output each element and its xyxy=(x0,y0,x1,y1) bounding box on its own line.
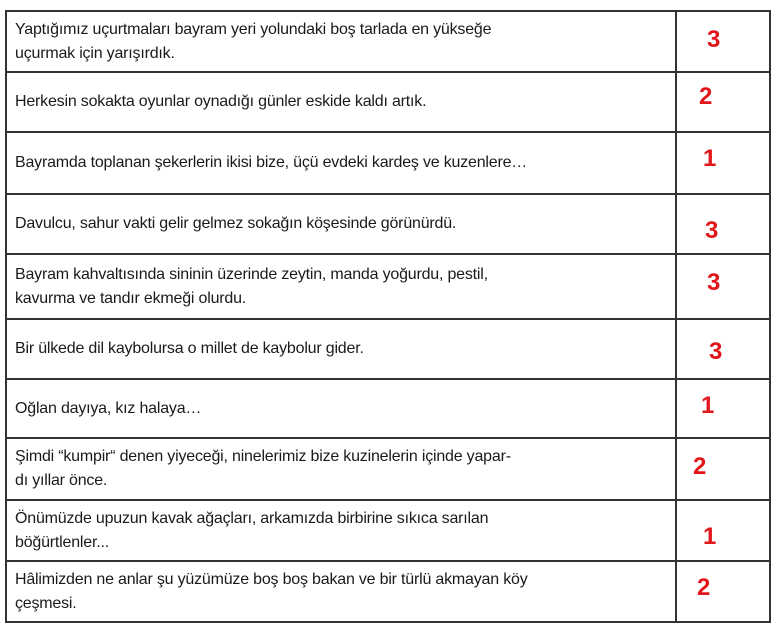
answer-cell xyxy=(676,132,770,194)
sentence-cell xyxy=(6,254,676,319)
sentence-line: Önümüzde upuzun kavak ağaçları, arkamızda birbirine sıkıca sarılan xyxy=(15,509,489,527)
sentence-cell xyxy=(6,379,676,438)
sentence-line: böğürtlenler... xyxy=(15,533,109,551)
answer-number: 2 xyxy=(693,453,707,480)
table-row xyxy=(6,319,770,379)
sentence-line: uçurmak için yarışırdık. xyxy=(15,44,175,62)
sentence-line: kavurma ve tandır ekmeği olurdu. xyxy=(15,289,247,307)
sentence-line: çeşmesi. xyxy=(15,594,77,612)
answer-number: 3 xyxy=(707,269,721,296)
answer-cell xyxy=(676,500,770,561)
sentence-cell xyxy=(6,561,676,622)
answer-cell xyxy=(676,561,770,622)
answer-cell xyxy=(676,438,770,500)
answer-cell xyxy=(676,11,770,72)
table-row xyxy=(6,194,770,254)
sentence-answer-table xyxy=(5,10,771,623)
answer-number: 3 xyxy=(705,217,719,244)
table-row xyxy=(6,11,770,72)
sentence-cell xyxy=(6,132,676,194)
answer-cell xyxy=(676,72,770,132)
answer-number: 2 xyxy=(699,83,713,110)
table-row xyxy=(6,379,770,438)
table-row xyxy=(6,254,770,319)
sentence-cell xyxy=(6,11,676,72)
sentence-line: Davulcu, sahur vakti gelir gelmez sokağın köşesinde görünürdü. xyxy=(15,215,457,232)
table-row xyxy=(6,72,770,132)
answer-number: 3 xyxy=(707,26,721,53)
answer-cell xyxy=(676,254,770,319)
answer-number: 1 xyxy=(701,392,715,419)
sentence-line: Yaptığımız uçurtmaları bayram yeri yolundaki boş tarlada en yükseğe xyxy=(15,20,492,38)
table-row xyxy=(6,500,770,561)
sentence-line: Bayram kahvaltısında sininin üzerinde zeytin, manda yoğurdu, pestil, xyxy=(15,265,488,283)
answer-cell xyxy=(676,319,770,379)
sentence-cell xyxy=(6,500,676,561)
answer-number: 3 xyxy=(709,338,723,365)
sentence-cell xyxy=(6,194,676,254)
sentence-line: Şimdi “kumpir“ denen yiyeceği, ninelerimiz bize kuzinelerin içinde yapar- xyxy=(15,448,511,465)
sentence-line: dı yıllar önce. xyxy=(15,472,108,489)
answer-number: 2 xyxy=(697,574,711,601)
sentence-line: Oğlan dayıya, kız halaya… xyxy=(15,399,202,417)
sentence-line: Herkesin sokakta oyunlar oynadığı günler eskide kaldı artık. xyxy=(15,93,427,110)
table-row xyxy=(6,561,770,622)
answer-number: 1 xyxy=(703,145,717,172)
sentence-cell xyxy=(6,438,676,500)
sentence-cell xyxy=(6,319,676,379)
sentence-cell xyxy=(6,72,676,132)
answer-cell xyxy=(676,194,770,254)
answer-number: 1 xyxy=(703,523,717,550)
sentence-line: Bir ülkede dil kaybolursa o millet de kaybolur gider. xyxy=(15,340,364,357)
table-row xyxy=(6,132,770,194)
sentence-line: Bayramda toplanan şekerlerin ikisi bize, üçü evdeki kardeş ve kuzenlere… xyxy=(15,154,528,171)
table-row xyxy=(6,438,770,500)
sentence-line: Hâlimizden ne anlar şu yüzümüze boş boş bakan ve bir türlü akmayan köy xyxy=(15,570,528,588)
answer-cell xyxy=(676,379,770,438)
